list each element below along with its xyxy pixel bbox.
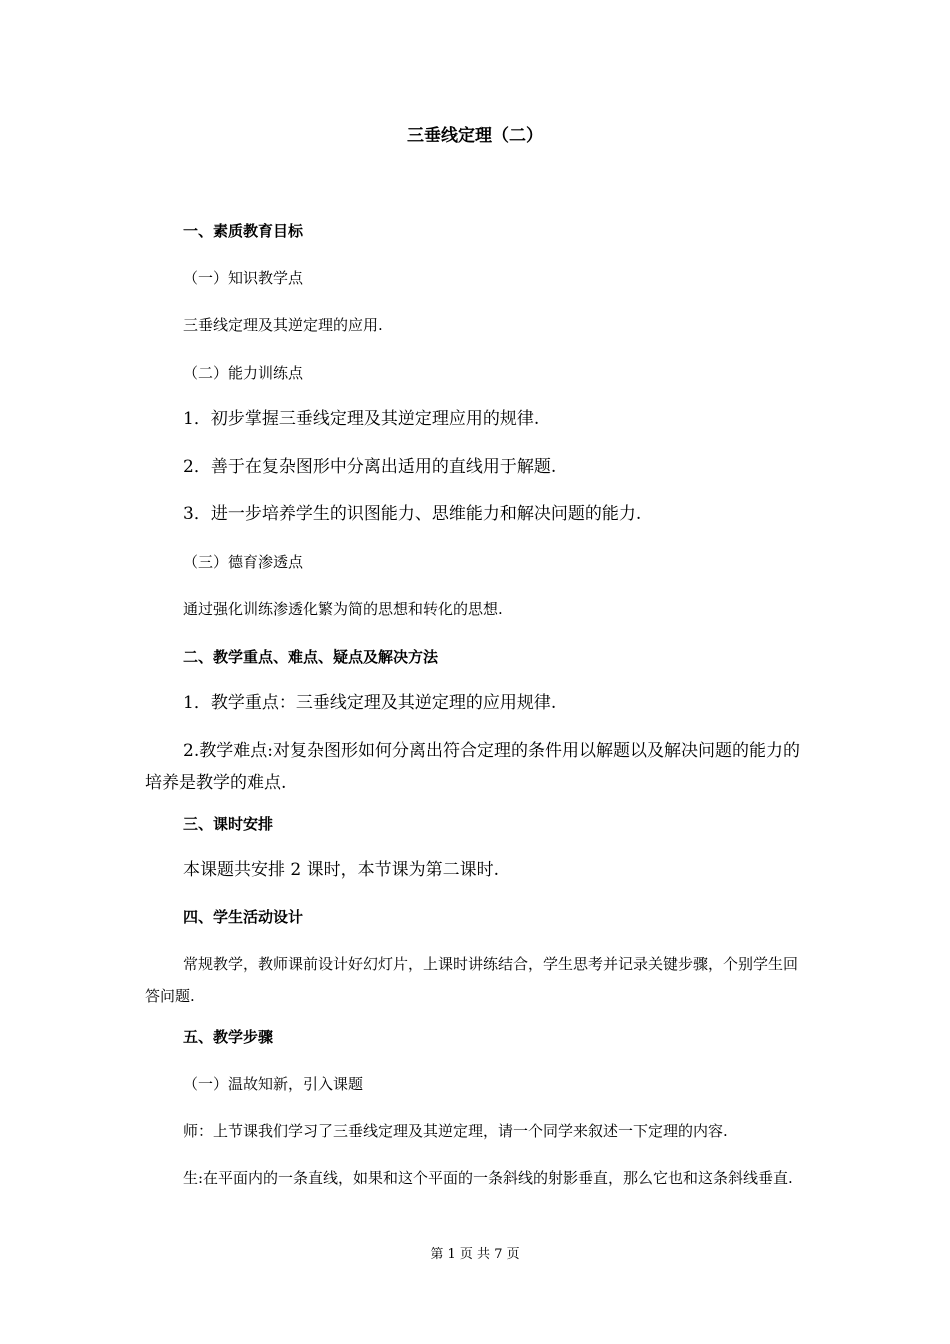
ability-item-2: 2．善于在复杂图形中分离出适用的直线用于解题. — [183, 457, 557, 477]
paragraph-moral: 通过强化训练渗透化繁为简的思想和转化的思想. — [183, 600, 503, 618]
difficulty-paragraph: 2.教学难点:对复杂图形如何分离出符合定理的条件用以解题以及解决问题的能力的培养是教学的难点. — [145, 741, 800, 793]
ability-item-1: 1．初步掌握三垂线定理及其逆定理应用的规律. — [183, 409, 540, 429]
paragraph-knowledge: 三垂线定理及其逆定理的应用. — [183, 316, 383, 334]
subheading-moral: （三）德育渗透点 — [183, 553, 304, 571]
subheading-ability: （二）能力训练点 — [183, 364, 304, 382]
section-heading-2: 二、教学重点、难点、疑点及解决方法 — [183, 648, 439, 666]
document-title: 三垂线定理（二） — [407, 126, 543, 146]
section-heading-1: 一、素质教育目标 — [183, 222, 304, 240]
key-point-item: 1．教学重点：三垂线定理及其逆定理的应用规律. — [183, 693, 557, 713]
section-heading-5: 五、教学步骤 — [183, 1028, 274, 1046]
student-paragraph: 生:在平面内的一条直线，如果和这个平面的一条斜线的射影垂直，那么它也和这条斜线垂直. — [183, 1169, 793, 1187]
teacher-paragraph: 师：上节课我们学习了三垂线定理及其逆定理，请一个同学来叙述一下定理的内容. — [183, 1122, 728, 1140]
subheading-knowledge: （一）知识教学点 — [183, 269, 304, 287]
activity-paragraph: 常规教学，教师课前设计好幻灯片，上课时讲练结合，学生思考并记录关键步骤，个别学生回答问题. — [145, 955, 799, 1005]
schedule-paragraph: 本课题共安排 2 课时，本节课为第二课时. — [183, 860, 500, 880]
subheading-review: （一）温故知新，引入课题 — [183, 1075, 364, 1093]
section-heading-3: 三、课时安排 — [183, 815, 274, 833]
section-heading-4: 四、学生活动设计 — [183, 908, 304, 926]
ability-item-3: 3．进一步培养学生的识图能力、思维能力和解决问题的能力. — [183, 504, 642, 524]
page-footer: 第 1 页 共 7 页 — [430, 1247, 520, 1262]
